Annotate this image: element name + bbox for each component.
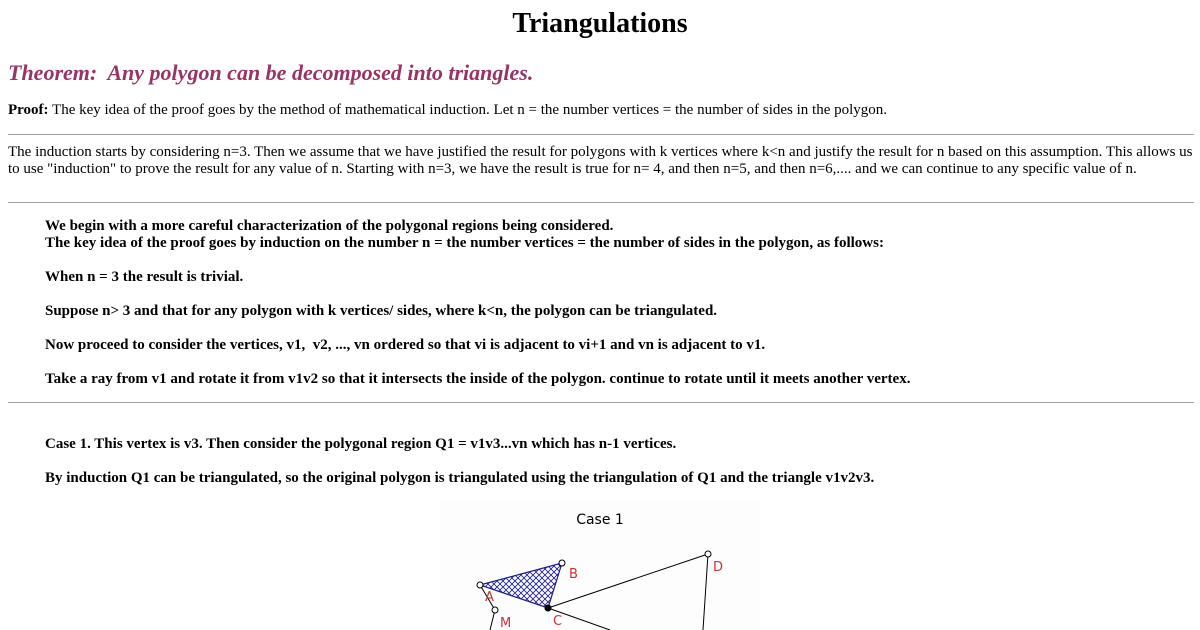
divider-3 [8, 402, 1194, 403]
block1-line2: The key idea of the proof goes by induction on the number n = the number vertices = the number of sides in the polygon, as follows: [45, 235, 884, 251]
proof-label: Proof: [8, 102, 49, 118]
label-m: M [500, 616, 512, 630]
block1-line4: Suppose n> 3 and that for any polygon with k vertices/ sides, where k<n, the polygon can be triangulated. [45, 303, 718, 319]
case1-figure [440, 500, 760, 630]
label-d: D [713, 560, 724, 575]
vertex-a [477, 582, 483, 588]
figure-caption: Case 1 [576, 512, 624, 528]
label-a: A [485, 590, 494, 605]
block2-line2: By induction Q1 can be triangulated, so the original polygon is triangulated using the triangulation of Q1 and the triangle v1v2v3. [45, 470, 875, 486]
block1-line6: Take a ray from v1 and rotate it from v1v2 so that it intersects the inside of the polygon. continue to rotate until it meets another vertex. [45, 371, 911, 387]
block2-line1: Case 1. This vertex is v3. Then consider the polygonal region Q1 = v1v3...vn which has n-1 vertices. [45, 436, 677, 452]
proof-paragraph [8, 102, 887, 119]
induction-paragraph: The induction starts by considering n=3. Then we assume that we have justified the result for polygons with k vertices where k<n and justify the result for n based on this assumption. This allows us to use "induction" to prove the result for any value of n. Starting with n=3, we have the result is true for n= 4, and then n=5, and then n=6,.... and we can continue to any specific value of n. [8, 144, 1193, 177]
proof-text: The key idea of the proof goes by the method of mathematical induction. Let n = the number vertices = the number of sides in the polygon. [48, 102, 888, 118]
label-b: B [569, 567, 578, 582]
label-c: C [553, 614, 563, 629]
vertex-m [492, 607, 498, 613]
block1-line1: We begin with a more careful characterization of the polygonal regions being considered. [45, 218, 614, 234]
vertex-d [705, 551, 711, 557]
block1-line3: When n = 3 the result is trivial. [45, 269, 244, 285]
page-title: Triangulations [512, 8, 688, 39]
block1-line5: Now proceed to consider the vertices, v1, v2, ..., vn ordered so that vi is adjacent to vi+1 and vn is adjacent to v1. [45, 337, 766, 353]
divider-2 [8, 202, 1194, 203]
vertex-c [545, 605, 551, 611]
theorem-heading: Theorem: Any polygon can be decomposed into triangles. [8, 60, 534, 85]
divider-1 [8, 134, 1194, 135]
vertex-b [559, 560, 565, 566]
